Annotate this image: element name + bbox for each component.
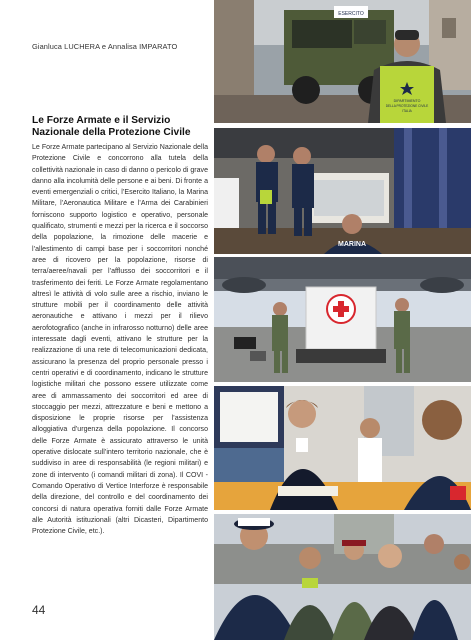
- page-number: 44: [32, 603, 46, 617]
- jacket-text: MARINA: [338, 241, 366, 248]
- authors-line: Gianluca LUCHERA e Annalisa IMPARATO: [32, 42, 178, 51]
- photo-navy-loading: [214, 128, 471, 254]
- photo-officers-meeting: [214, 514, 471, 640]
- photo-protezione-civile-volunteer: [214, 0, 471, 123]
- truck-sign-text: ESERCITO: [338, 11, 364, 17]
- photo-carabinieri-desk: [214, 386, 471, 510]
- vest-text-3: ITALIA: [402, 109, 412, 113]
- section-title: Le Forze Armate e il Servizio Nazionale della Protezione Civile: [32, 115, 191, 138]
- vest-text-1: DIPARTIMENTO: [393, 99, 421, 103]
- photo-red-cross-aircraft: [214, 257, 471, 382]
- vest-text-2: DELLA PROTEZIONE CIVILE: [385, 104, 429, 108]
- body-paragraph: Le Forze Armate partecipano al Servizio Nazionale della Protezione Civile e concorrono alla tutela della collettività nazionale in caso di danno o pericolo di grave danno alla incolumità delle persone e ai beni. Di fronte a eventi emergenziali o critici, l’Esercito Italiano, la Marina Militare, l’Aeronautica Militare e l’Arma dei Carabinieri forniscono supporto logistico e operativo, personale qualificato, strumenti e mezzi per la ricerca e il soccorso della popolazione, la rimozione delle macerie e l’allestimento di campi base per i soccorritori nonché aree di ricovero per la popolazione, risorse di terra/aeree/navali per l’afflusso dei soccorritori e il trasferimento dei feriti. Le Forze Armate regolamentano altresì le attività di volo sulle aree a rischio, inviano le strutture mobili per il coordinamento delle attività aeronautiche e attivano i mezzi per il rilievo aerofotografico (anche in infrarosso notturno) delle aree interessate dagli eventi, attivano le strutture per la realizzazione di una rete di telecomunicazioni dedicata, assicurano la presenza del proprio personale presso i centri operativi e di coordinamento, indicano le strutture logistiche militari che possono essere utilizzate come aree di ammassamento dei soccorritori ed aree di stoccaggio per mezzi, attrezzature e beni e mettono a disposizione le proprie risorse per l’assistenza alloggiativa d’urgenza della popolazione. Il concorso delle Forze Armate è assicurato attraverso le unità operative dislocate sull’intero territorio nazionale, che è suddiviso in aree di responsabilità (le regioni militari) e zone di intervento (i comandi militari di zona). Il COVI - Comando Operativo di Vertice Interforze è responsabile della direzione, del controllo e del coordinamento dei concorsi di natura operativa forniti dalle Forze Armate alle Autorità istituzionali (altri Dicasteri, Dipartimento Protezione Civile, etc.).: [32, 144, 208, 536]
